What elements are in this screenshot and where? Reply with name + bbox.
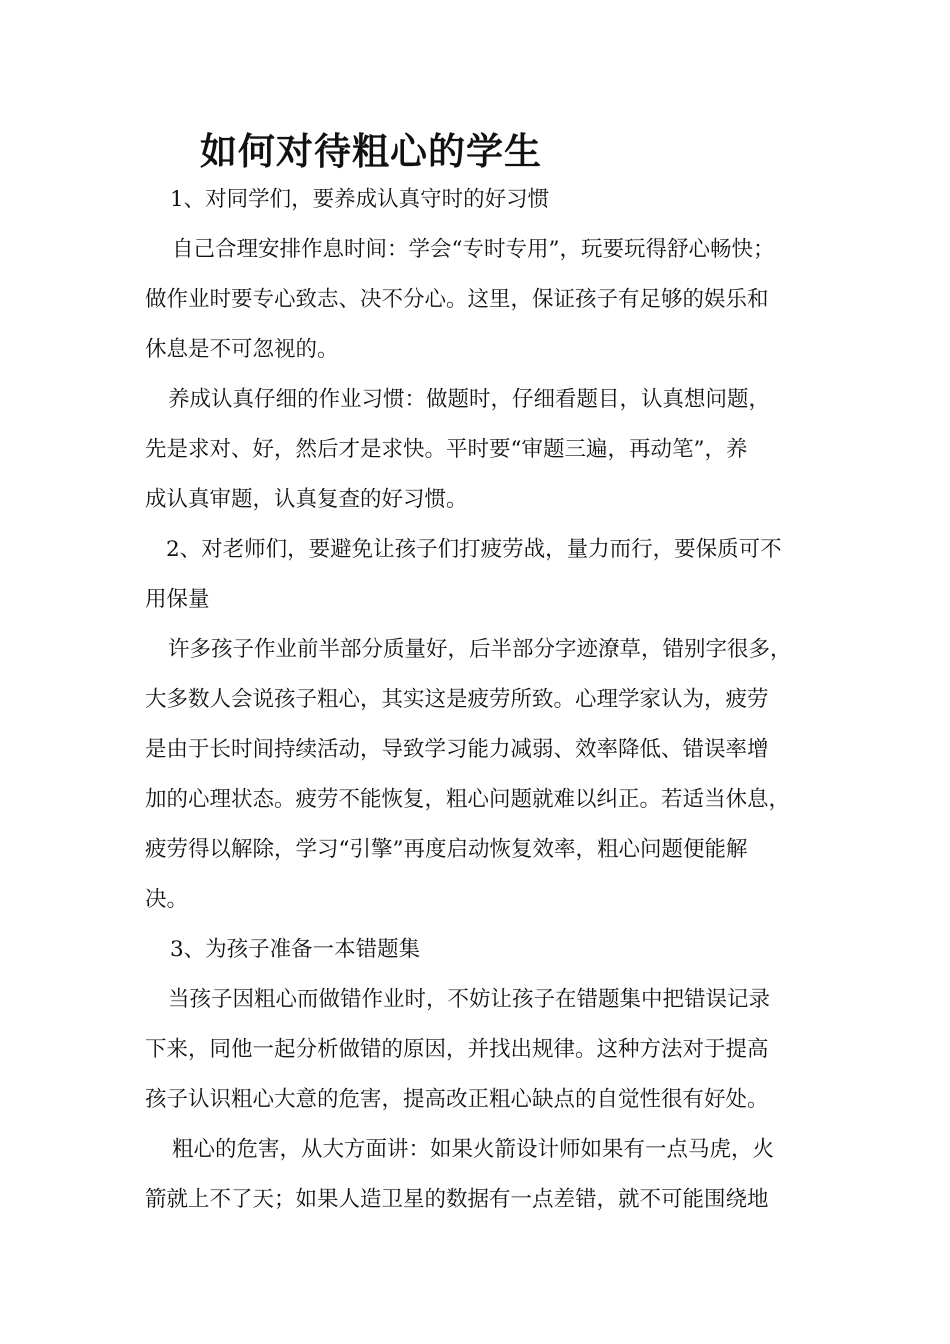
section-heading-1: 1、对同学们，要养成认真守时的好习惯	[170, 187, 550, 212]
section-heading-2: 2、对老师们，要避免让孩子们打疲劳战，量力而行，要保质可不	[166, 537, 782, 562]
paragraph-line: 是由于长时间持续活动，导致学习能力减弱、效率降低、错误率增	[145, 737, 769, 762]
paragraph-line: 休息是不可忽视的。	[145, 337, 339, 362]
paragraph-line: 箭就上不了天；如果人造卫星的数据有一点差错，就不可能围绕地	[145, 1187, 769, 1212]
paragraph-line: 疲劳得以解除，学习“引擎”再度启动恢复效率，粗心问题便能解	[145, 837, 748, 862]
paragraph-line: 下来，同他一起分析做错的原因，并找出规律。这种方法对于提高	[145, 1037, 769, 1062]
paragraph-line: 粗心的危害，从大方面讲：如果火箭设计师如果有一点马虎，火	[172, 1137, 775, 1162]
paragraph-line: 自己合理安排作息时间：学会“专时专用”，玩要玩得舒心畅快；	[172, 237, 775, 262]
paragraph-line: 成认真审题，认真复查的好习惯。	[145, 487, 468, 512]
paragraph-line: 先是求对、好，然后才是求快。平时要“审题三遍，再动笔”，养	[145, 437, 748, 462]
paragraph-line: 大多数人会说孩子粗心，其实这是疲劳所致。心理学家认为，疲劳	[145, 687, 769, 712]
paragraph-line: 孩子认识粗心大意的危害，提高改正粗心缺点的自觉性很有好处。	[145, 1087, 769, 1112]
paragraph-line: 做作业时要专心致志、决不分心。这里，保证孩子有足够的娱乐和	[145, 287, 769, 312]
section-heading-2-continued: 用保量	[145, 587, 210, 612]
paragraph-line: 养成认真仔细的作业习惯：做题时，仔细看题目，认真想问题，	[168, 387, 771, 412]
paragraph-line: 决。	[145, 887, 189, 912]
paragraph-line: 当孩子因粗心而做错作业时，不妨让孩子在错题集中把错误记录	[168, 987, 771, 1012]
section-heading-3: 3、为孩子准备一本错题集	[170, 937, 421, 962]
paragraph-line: 许多孩子作业前半部分质量好，后半部分字迹潦草，错别字很多，	[168, 637, 792, 662]
paragraph-line: 加的心理状态。疲劳不能恢复，粗心问题就难以纠正。若适当休息，	[145, 787, 791, 812]
document-title: 如何对待粗心的学生	[200, 129, 542, 173]
